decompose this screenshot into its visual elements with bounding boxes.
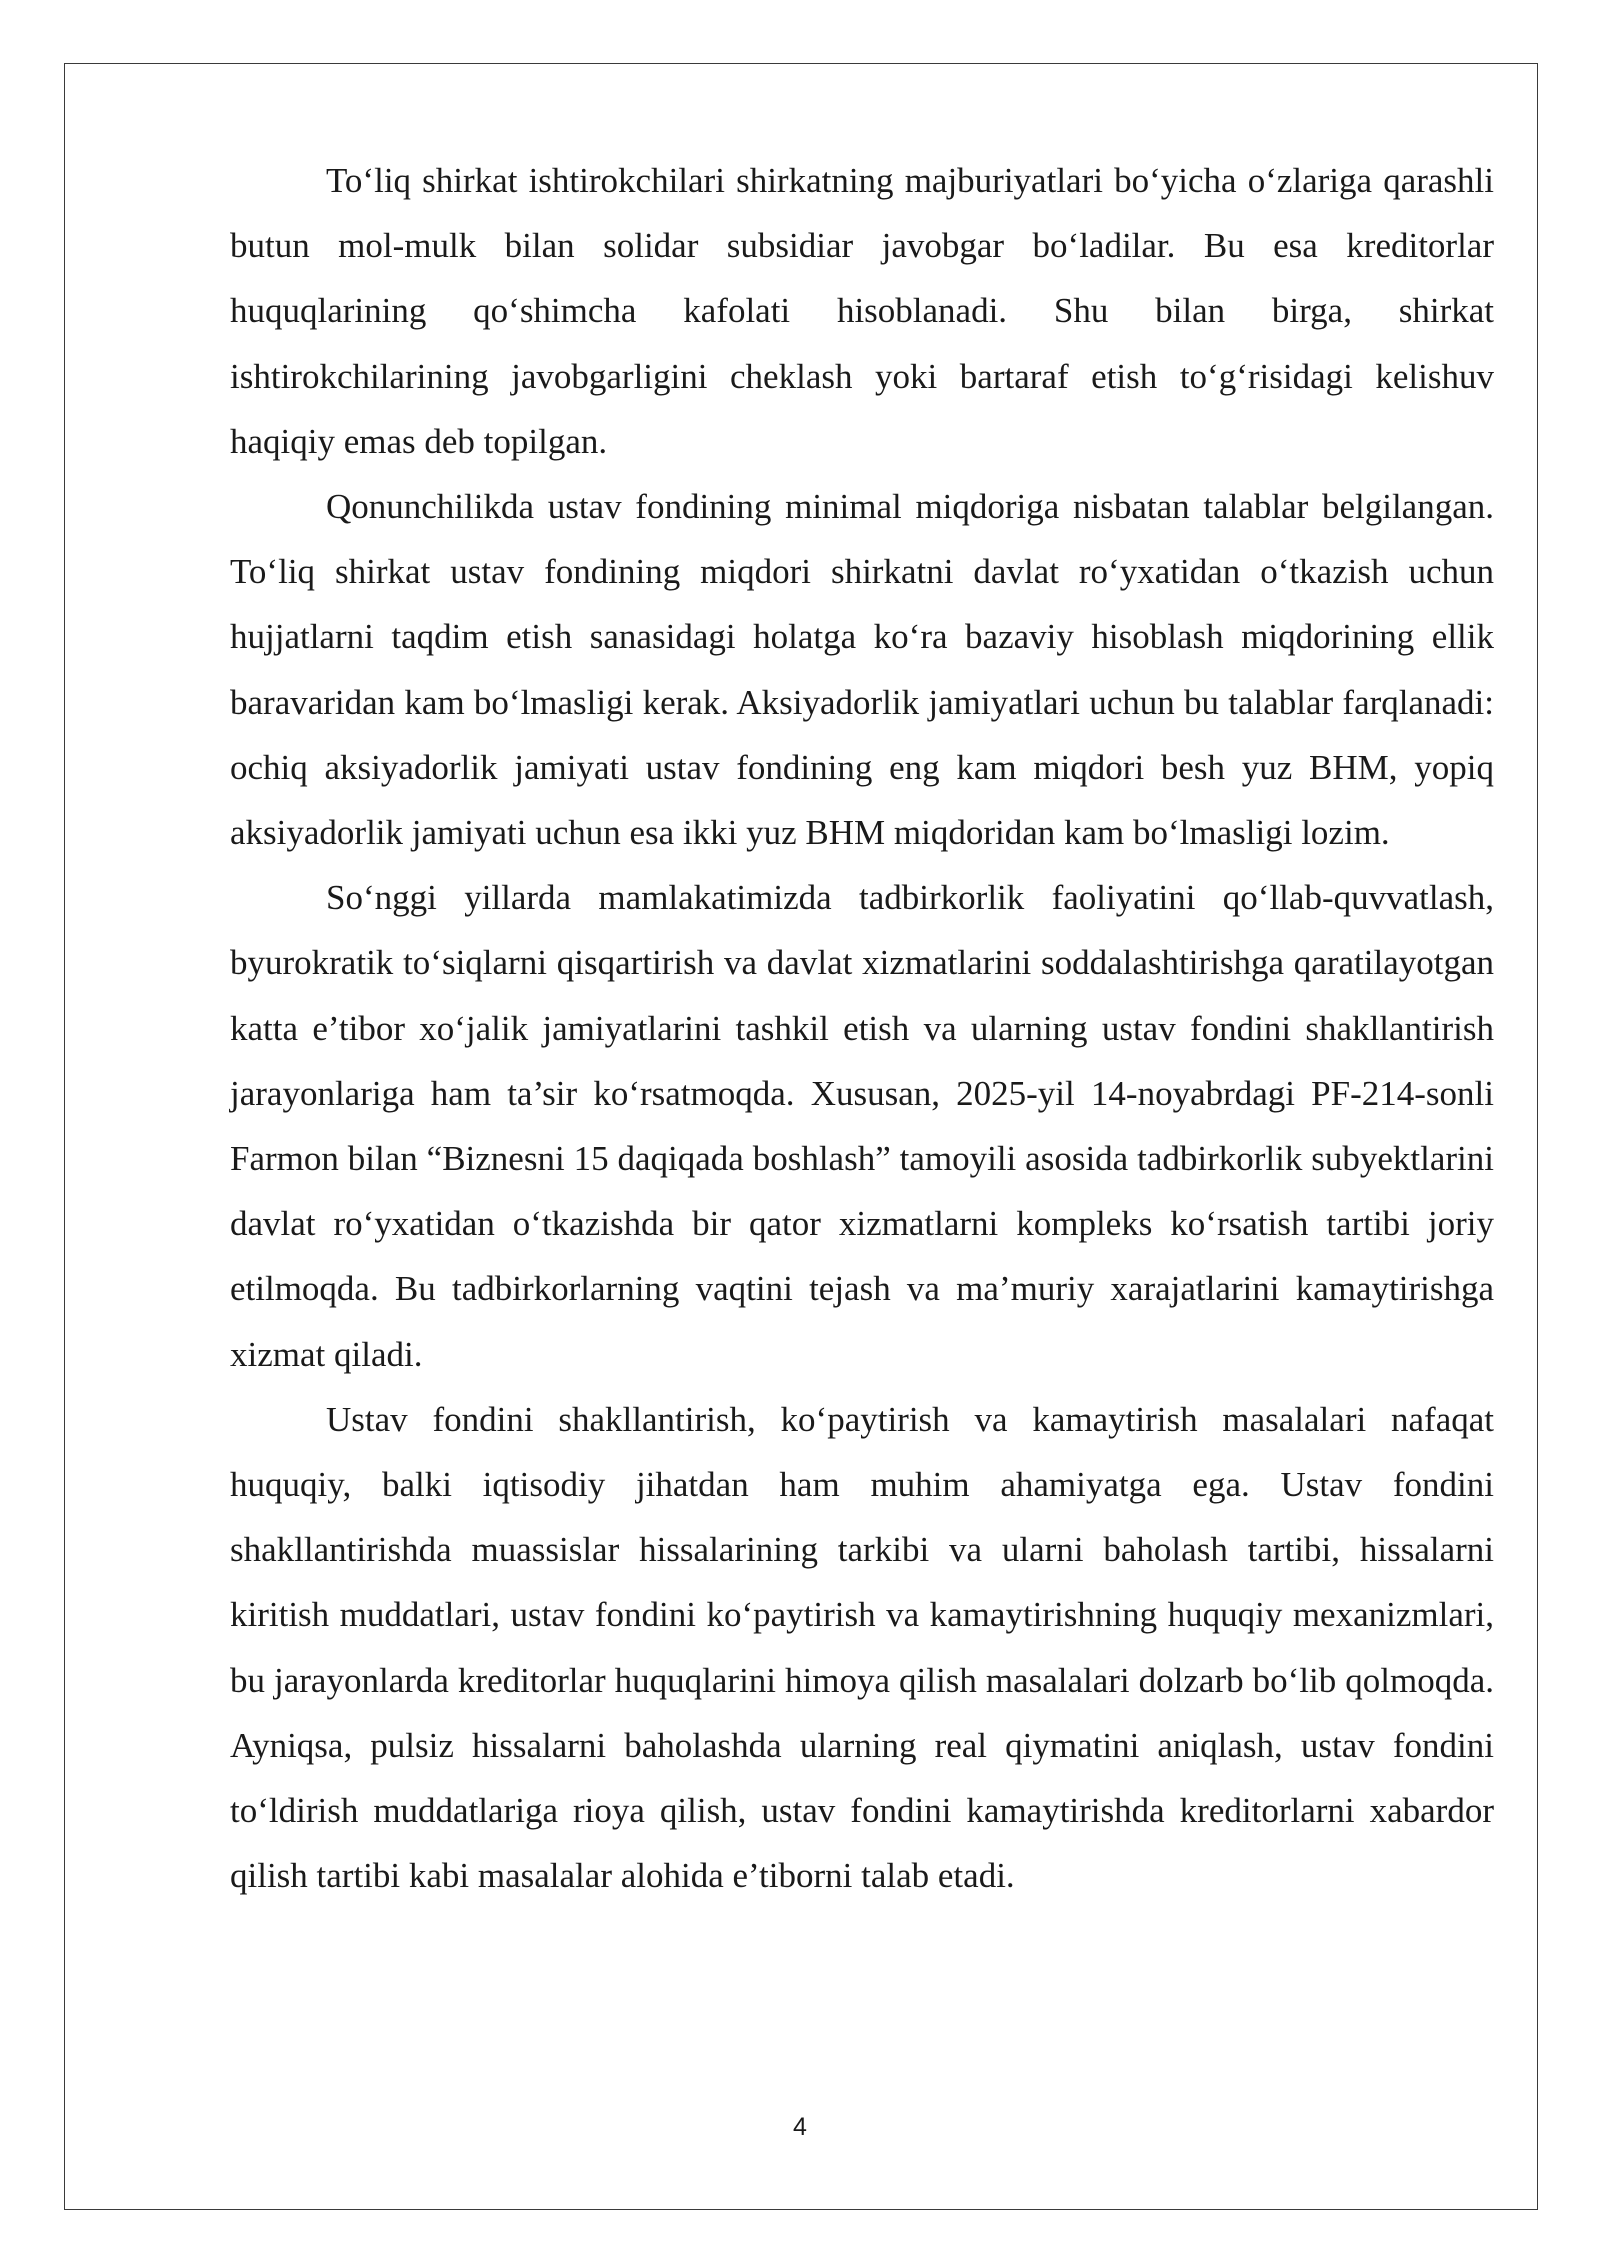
paragraph-4: Ustav fondini shakllantirish, ko‘paytirish va kamaytirish masalalari nafaqat huquqiy, balki iqtisodiy jihatdan ham muhim ahamiyatga ega. Ustav fondini shakllantirishda muassislar hissalarining tarkibi va ularni baholash tartibi, hissalarni kiritish muddatlari, ustav fondini ko‘paytirish va kamaytirishning huquqiy mexanizmlari, bu jarayonlarda kreditorlar huquqlarini himoya qilish masalalari dolzarb bo‘lib qolmoqda. Ayniqsa, pulsiz hissalarni baholashda ularning real qiymatini aniqlash, ustav fondini to‘ldirish muddatlariga rioya qilish, ustav fondini kamaytirishda kreditorlarni xabardor qilish tartibi kabi masalalar alohida e’tiborni talab etadi. bbox=[230, 1399, 1494, 1896]
paragraph-1: To‘liq shirkat ishtirokchilari shirkatning majburiyatlari bo‘yicha o‘zlariga qarashli butun mol-mulk bilan solidar subsidiar javobgar bo‘ladilar. Bu esa kreditorlar huquqlarining qo‘shimcha kafolati hisoblanadi. Shu bilan birga, shirkat ishtirokchilarining javobgarligini cheklash yoki bartaraf etish to‘g‘risidagi kelishuv haqiqiy emas deb topilgan. bbox=[230, 161, 1494, 461]
document-body bbox=[230, 148, 1494, 1908]
paragraph-3: So‘nggi yillarda mamlakatimizda tadbirkorlik faoliyatini qo‘llab-quvvatlash, byurokratik to‘siqlarni qisqartirish va davlat xizmatlarini soddalashtirishga qaratilayotgan katta e’tibor xo‘jalik jamiyatlarini tashkil etish va ularning ustav fondini shakllantirish jarayonlariga ham ta’sir ko‘rsatmoqda. Xususan, 2025-yil 14-noyabrdagi PF-214-sonli Farmon bilan “Biznesni 15 daqiqada boshlash” tamoyili asosida tadbirkorlik subyektlarini davlat ro‘yxatidan o‘tkazishda bir qator xizmatlarni kompleks ko‘rsatish tartibi joriy etilmoqda. Bu tadbirkorlarning vaqtini tejash va ma’muriy xarajatlarini kamaytirishga xizmat qiladi. bbox=[230, 878, 1494, 1374]
paragraph-2: Qonunchilikda ustav fondining minimal miqdoriga nisbatan talablar belgilangan. To‘liq shirkat ustav fondining miqdori shirkatni davlat ro‘yxatidan o‘tkazish uchun hujjatlarni taqdim etish sanasidagi holatga ko‘ra bazaviy hisoblash miqdorining ellik baravaridan kam bo‘lmasligi kerak. Aksiyadorlik jamiyatlari uchun bu talablar farqlanadi: ochiq aksiyadorlik jamiyati ustav fondining eng kam miqdori besh yuz BHM, yopiq aksiyadorlik jamiyati uchun esa ikki yuz BHM miqdoridan kam bo‘lmasligi lozim. bbox=[230, 487, 1494, 853]
page-number: 4 bbox=[793, 2113, 807, 2141]
